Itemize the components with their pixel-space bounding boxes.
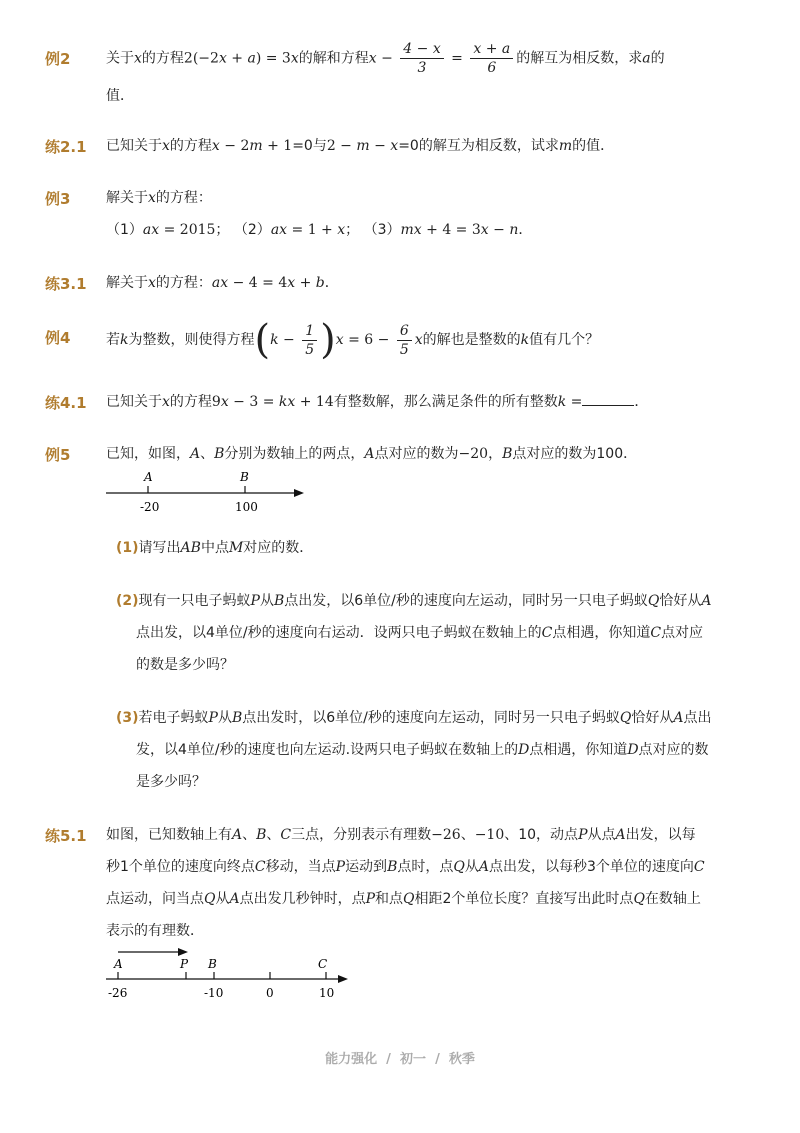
example-2-label: 例2 (45, 50, 71, 68)
practice-3-1-label: 练3.1 (45, 275, 87, 293)
example-5-q2-line-1: (2)现有一只电子蚂蚁P从B点出发，以6单位/秒的速度向左运动，同时另一只电子蚂蚁Q恰好从A (116, 593, 712, 609)
practice-5-1-label: 练5.1 (45, 827, 87, 845)
page-footer: 能力强化 / 初一 / 秋季 (325, 1052, 475, 1067)
fraction-1-over-5: $\frac{1}{5}$ (302, 322, 317, 359)
example-2-line-2: 值． (106, 88, 134, 104)
example-3-line-2: （1）ax = 2015； （2）ax = 1 + x； （3）mx + 4 = 3x − n． (106, 222, 533, 238)
practice-5-1-line-2: 秒1个单位的速度向终点C移动，当点P运动到B点时，点Q从A点出发，以每秒3个单位的速度向C (106, 859, 705, 875)
fraction-x-plus-a-over-6: $\frac{x + a}{6}$ (470, 40, 513, 77)
practice-2-1-text: 已知关于x的方程x − 2m + 1=0与2 − m − x=0的解互为相反数，试求m的值． (106, 138, 615, 154)
example-5-text: 已知，如图，A、B分别为数轴上的两点，A点对应的数为−20，B点对应的数为100． (106, 446, 638, 462)
practice-2-1-label: 练2.1 (45, 138, 87, 156)
fraction-4-minus-x-over-3: $\frac{4 - x}{3}$ (400, 40, 443, 77)
label-A: A (144, 470, 153, 484)
num-0: 0 (266, 986, 274, 1000)
example-5-q2-line-3: 的数是多少吗？ (136, 657, 234, 673)
axis-arrow (294, 489, 304, 497)
example-5-q3-line-3: 是多少吗？ (136, 774, 206, 790)
example-4-label: 例4 (45, 329, 71, 347)
example-5-q1: (1)请写出AB中点M对应的数． (116, 540, 314, 556)
number-line-p51 (100, 942, 360, 1000)
example-3-label: 例3 (45, 190, 71, 208)
label-C: C (318, 957, 328, 971)
label-B: B (208, 957, 217, 971)
practice-5-1-line-1: 如图，已知数轴上有A、B、C三点，分别表示有理数−26、−10、10，动点P从点A出发，以每 (106, 827, 696, 843)
num-C: 10 (319, 986, 335, 1000)
practice-5-1-line-3: 点运动，问当点Q从A点出发几秒钟时，点P和点Q相距2个单位长度？直接写出此时点Q在数轴上 (106, 891, 701, 907)
practice-4-1-text: 已知关于x的方程9x − 3 = kx + 14有整数解，那么满足条件的所有整数k = ． (106, 394, 649, 410)
practice-5-1-line-4: 表示的有理数． (106, 923, 204, 939)
example-2-line-1: 关于x的方程2(−2x + a) = 3x的解和方程x − $\frac{4 - x}{3}$ = $\frac{x + a}{6}$ 的解互为相反数，求a的 (106, 41, 665, 76)
practice-4-1-label: 练4.1 (45, 394, 87, 412)
number-line-ex5 (100, 464, 320, 520)
example-5-q2-line-2: 点出发，以4单位/秒的速度向右运动．设两只电子蚂蚁在数轴上的C点相遇，你知道C点对应 (136, 625, 704, 641)
example-5-q3-line-2: 发，以4单位/秒的速度也向左运动.设两只电子蚂蚁在数轴上的D点相遇，你知道D点对应的数 (136, 742, 709, 758)
num-B: 100 (235, 500, 258, 514)
example-4-text: 若k为整数，则使得方程(k − $\frac{1}{5}$ )x = 6 − $\frac{6}{5}$ x的解也是整数的k值有几个？ (106, 317, 600, 363)
motion-arrow-head (178, 948, 188, 956)
label-A: A (114, 957, 123, 971)
answer-blank[interactable] (582, 393, 634, 406)
fraction-6-over-5: $\frac{6}{5}$ (397, 322, 412, 359)
num-B: -10 (204, 986, 224, 1000)
practice-3-1-text: 解关于x的方程：ax − 4 = 4x + b． (106, 275, 339, 291)
num-A: -20 (140, 500, 160, 514)
axis-arrow (338, 975, 348, 983)
example-5-label: 例5 (45, 446, 71, 464)
example-5-q3-line-1: (3)若电子蚂蚁P从B点出发时，以6单位/秒的速度向左运动，同时另一只电子蚂蚁Q恰好从A点出 (116, 710, 712, 726)
label-B: B (240, 470, 249, 484)
num-A: -26 (108, 986, 128, 1000)
example-3-line-1: 解关于x的方程： (106, 190, 212, 206)
label-P: P (180, 957, 189, 971)
